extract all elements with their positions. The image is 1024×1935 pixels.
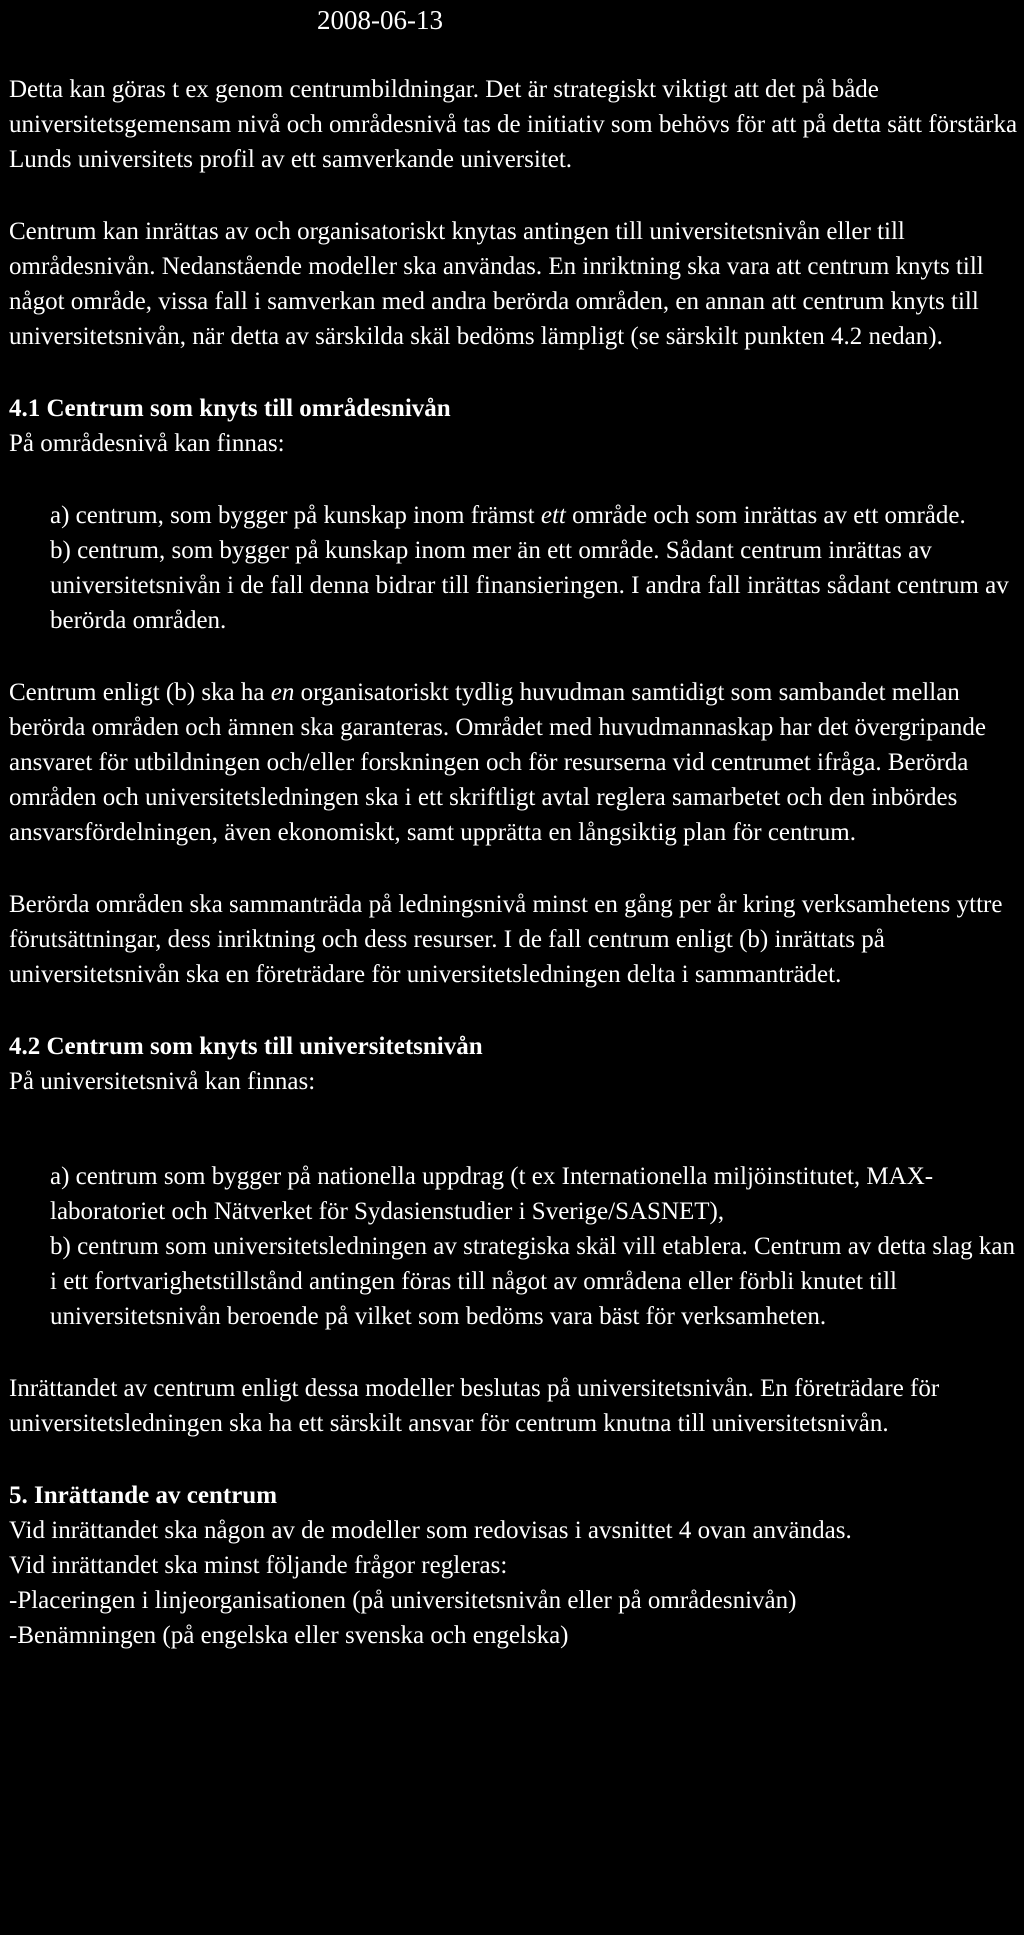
- list-item-4-1-b: b) centrum, som bygger på kunskap inom mer än ett område. Sådant centrum inrättas av universitetsnivån i de fall denna bidrar till finansieringen. I andra fall inrättas sådant centrum av berörda områden.: [50, 537, 1009, 634]
- list-item-emphasis: ett: [540, 502, 566, 529]
- document-body: [9, 72, 1024, 1653]
- section-heading-5: 5. Inrättande av centrum: [9, 1482, 278, 1509]
- document-date: 2008-06-13: [317, 5, 443, 35]
- paragraph-centrumbildningar: Detta kan göras t ex genom centrumbildningar. Det är strategiskt viktigt att det på både universitetsgemensam nivå och områdesnivå tas de initiativ som behövs för att på detta sätt förstärka Lunds universitets profil av ett samverkande universitet.: [9, 76, 1018, 173]
- paragraph-sammantrada: Berörda områden ska sammanträda på ledningsnivå minst en gång per år kring verksamhetens yttre förutsättningar, dess inriktning och dess resurser. I de fall centrum enligt (b) inrättats på universitetsnivån ska en företrädare för universitetsledningen delta i sammanträdet.: [9, 891, 1003, 988]
- section-intro-4-1: På områdesnivå kan finnas:: [9, 430, 285, 457]
- list-item-text: a) centrum, som bygger på kunskap inom främst: [50, 502, 541, 529]
- paragraph-huvudman: [9, 675, 1024, 850]
- list-4-1: [50, 498, 1024, 638]
- list-item-text: område och som inrättas av ett område.: [565, 502, 966, 529]
- list-4-2: [50, 1159, 1024, 1334]
- paragraph-emphasis: en: [270, 679, 295, 706]
- bullet-benamningen: -Benämningen (på engelska eller svenska och engelska): [9, 1622, 569, 1649]
- paragraph-text: organisatoriskt tydlig huvudman samtidigt som sambandet mellan berörda områden och ämnen ska garanteras. Området med huvudmannaskap har det övergripande ansvaret för utbildningen och/eller forskningen och för resurserna vid centrumet ifråga. Berörda områden och universitetsledningen ska i ett skriftligt avtal reglera samarbetet och den inbördes ansvarsfördelningen, även ekonomiskt, samt upprätta en långsiktig plan för centrum.: [9, 679, 986, 846]
- paragraph-inrattandet: Inrättandet av centrum enligt dessa modeller beslutas på universitetsnivån. En företrädare för universitetsledningen ska ha ett särskilt ansvar för centrum knutna till universitetsnivån.: [9, 1375, 940, 1437]
- list-item-4-2-a: a) centrum som bygger på nationella uppdrag (t ex Internationella miljöinstitutet, MAX-laboratoriet och Nätverket för Sydasienstudier i Sverige/SASNET),: [50, 1163, 934, 1225]
- paragraph-centrum-knytas: Centrum kan inrättas av och organisatoriskt knytas antingen till universitetsnivån eller till områdesnivån. Nedanstående modeller ska användas. En inriktning ska vara att centrum knyts till något område, vissa fall i samverkan med andra berörda områden, en annan att centrum knyts till universitetsnivån, när detta av särskilda skäl bedöms lämpligt (se särskilt punkten 4.2 nedan).: [9, 218, 984, 350]
- list-item-4-1-a: [50, 498, 1024, 533]
- paragraph-fragor: Vid inrättandet ska minst följande frågor regleras:: [9, 1552, 508, 1579]
- section-intro-4-2: På universitetsnivå kan finnas:: [9, 1068, 316, 1095]
- section-heading-4-2: 4.2 Centrum som knyts till universitetsnivån: [9, 1033, 483, 1060]
- paragraph-modeller: Vid inrättandet ska någon av de modeller som redovisas i avsnittet 4 ovan användas.: [9, 1517, 852, 1544]
- paragraph-text: Centrum enligt (b) ska ha: [9, 679, 271, 706]
- bullet-placeringen: -Placeringen i linjeorganisationen (på universitetsnivån eller på områdesnivån): [9, 1587, 797, 1614]
- section-heading-4-1: 4.1 Centrum som knyts till områdesnivån: [9, 395, 451, 422]
- list-item-4-2-b: b) centrum som universitetsledningen av strategiska skäl vill etablera. Centrum av detta slag kan i ett fortvarighetstillstånd antingen föras till något av områdena eller förbli knutet till universitetsnivån beroende på vilket som bedöms vara bäst för verksamheten.: [50, 1233, 1016, 1330]
